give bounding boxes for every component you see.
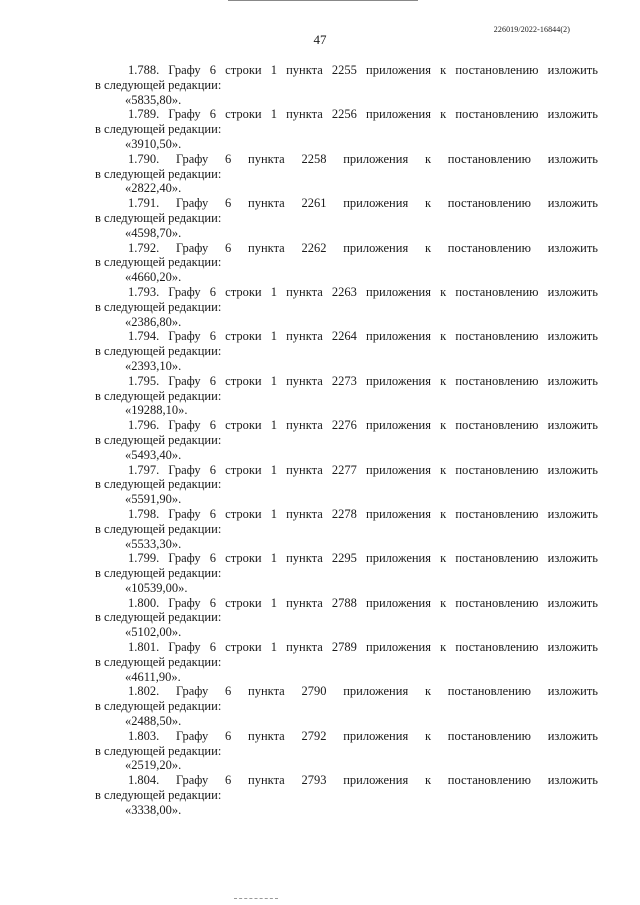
item-word: к: [424, 728, 432, 743]
item-word: к: [440, 462, 447, 477]
item-word: к: [440, 640, 447, 655]
item-word: 6: [225, 151, 232, 166]
item-number: 1.795.: [128, 373, 160, 388]
document-body: [95, 63, 598, 818]
item-word: 6: [209, 595, 217, 610]
item-word: приложения: [343, 240, 409, 255]
list-item: [95, 63, 598, 107]
item-continuation: в следующей редакции:: [95, 743, 222, 758]
item-word: строки: [225, 462, 262, 477]
item-word: постановлению: [447, 151, 531, 166]
item-word: 2789: [331, 640, 357, 655]
item-word: 1: [270, 329, 277, 344]
item-word: Графу: [176, 773, 209, 788]
item-word: Графу: [168, 506, 201, 521]
item-word: 2256: [331, 107, 357, 122]
item-word: 1: [270, 63, 277, 77]
item-word: Графу: [176, 151, 209, 166]
item-number: 1.794.: [128, 329, 160, 344]
item-word: строки: [225, 640, 262, 655]
item-word: к: [440, 284, 447, 299]
item-word: к: [424, 773, 432, 788]
item-value: «2822,40».: [125, 181, 182, 196]
item-word: постановлению: [455, 373, 539, 388]
item-word: 6: [209, 551, 217, 566]
item-word: приложения: [366, 418, 432, 433]
list-item: [95, 551, 598, 595]
item-first-line: [95, 551, 598, 566]
item-word: пункта: [286, 418, 323, 433]
item-word: пункта: [286, 63, 323, 77]
item-word: пункта: [248, 151, 285, 166]
item-value: «2386,80».: [125, 314, 182, 329]
item-word: Графу: [176, 684, 209, 699]
item-value: «2519,20».: [125, 758, 182, 773]
item-word: 6: [209, 284, 217, 299]
item-first-line: [95, 107, 598, 122]
item-word: пункта: [286, 329, 323, 344]
item-word: изложить: [547, 284, 598, 299]
item-word: к: [440, 506, 447, 521]
item-number: 1.796.: [128, 418, 160, 433]
top-rule: [228, 0, 418, 1]
list-item: [95, 241, 598, 285]
item-word: 1: [270, 107, 277, 122]
item-word: к: [424, 196, 432, 211]
item-number: 1.792.: [128, 240, 160, 255]
item-word: 6: [209, 462, 217, 477]
item-word: изложить: [547, 107, 598, 122]
item-word: Графу: [176, 196, 209, 211]
item-number: 1.789.: [128, 107, 160, 122]
item-word: постановлению: [455, 595, 539, 610]
item-word: изложить: [547, 640, 598, 655]
item-first-line: [95, 773, 598, 788]
item-continuation: в следующей редакции:: [95, 166, 222, 181]
item-word: к: [440, 329, 447, 344]
item-word: постановлению: [455, 63, 539, 77]
document-id: 226019/2022-16844(2): [493, 25, 570, 34]
item-word: 2793: [301, 773, 327, 788]
item-word: к: [424, 151, 432, 166]
item-word: Графу: [168, 107, 201, 122]
item-continuation: в следующей редакции:: [95, 788, 222, 803]
item-word: 2792: [301, 728, 327, 743]
item-first-line: [95, 729, 598, 744]
item-word: приложения: [366, 595, 432, 610]
item-first-line: [95, 329, 598, 344]
item-word: постановлению: [447, 240, 531, 255]
item-number: 1.797.: [128, 462, 160, 477]
item-word: 6: [209, 107, 217, 122]
list-item: [95, 640, 598, 684]
item-word: Графу: [168, 595, 201, 610]
item-word: приложения: [343, 196, 409, 211]
item-first-line: [95, 640, 598, 655]
item-word: 6: [225, 684, 232, 699]
item-word: пункта: [286, 373, 323, 388]
item-value: «5102,00».: [125, 625, 182, 640]
item-continuation: в следующей редакции:: [95, 255, 222, 270]
item-word: 1: [270, 595, 277, 610]
list-item: [95, 285, 598, 329]
item-word: 2261: [301, 196, 327, 211]
item-number: 1.793.: [128, 284, 160, 299]
item-word: пункта: [286, 107, 323, 122]
item-word: пункта: [248, 240, 285, 255]
item-value: «4660,20».: [125, 270, 182, 285]
item-word: изложить: [547, 240, 598, 255]
item-word: приложения: [366, 551, 432, 566]
footer-mark: [234, 898, 278, 900]
item-word: 2790: [301, 684, 327, 699]
list-item: [95, 684, 598, 728]
item-word: 1: [270, 506, 277, 521]
list-item: [95, 329, 598, 373]
item-word: изложить: [547, 329, 598, 344]
list-item: [95, 107, 598, 151]
item-first-line: [95, 285, 598, 300]
item-word: пункта: [286, 551, 323, 566]
item-number: 1.801.: [128, 640, 160, 655]
item-number: 1.800.: [128, 595, 160, 610]
item-word: приложения: [366, 462, 432, 477]
item-word: пункта: [248, 773, 285, 788]
item-first-line: [95, 196, 598, 211]
item-word: 2788: [331, 595, 357, 610]
item-word: Графу: [176, 728, 209, 743]
item-word: к: [440, 551, 447, 566]
item-first-line: [95, 596, 598, 611]
item-word: к: [424, 684, 432, 699]
item-word: 2262: [301, 240, 327, 255]
item-continuation: в следующей редакции:: [95, 344, 222, 359]
item-word: 6: [225, 773, 232, 788]
item-word: постановлению: [455, 551, 539, 566]
item-value: «10539,00».: [125, 580, 188, 595]
item-word: к: [440, 595, 447, 610]
item-word: постановлению: [447, 773, 531, 788]
item-word: 2278: [331, 506, 357, 521]
item-word: изложить: [547, 684, 598, 699]
item-number: 1.799.: [128, 551, 160, 566]
item-word: Графу: [176, 240, 209, 255]
item-word: к: [440, 373, 447, 388]
item-continuation: в следующей редакции:: [95, 388, 222, 403]
item-value: «4598,70».: [125, 225, 182, 240]
item-word: 6: [225, 728, 232, 743]
item-word: строки: [225, 506, 262, 521]
item-word: 6: [209, 63, 217, 77]
item-value: «5835,80».: [125, 92, 182, 107]
item-word: изложить: [547, 506, 598, 521]
item-continuation: в следующей редакции:: [95, 566, 222, 581]
item-word: строки: [225, 551, 262, 566]
item-continuation: в следующей редакции:: [95, 299, 222, 314]
item-continuation: в следующей редакции:: [95, 210, 222, 225]
item-word: приложения: [366, 329, 432, 344]
item-word: к: [424, 240, 432, 255]
item-first-line: [95, 463, 598, 478]
item-continuation: в следующей редакции:: [95, 654, 222, 669]
item-word: строки: [225, 63, 262, 77]
item-value: «3910,50».: [125, 136, 182, 151]
item-value: «3338,00».: [125, 802, 182, 817]
list-item: [95, 729, 598, 773]
item-word: Графу: [168, 640, 201, 655]
item-word: 2273: [331, 373, 357, 388]
item-word: 2295: [331, 551, 357, 566]
item-word: Графу: [168, 63, 201, 77]
item-word: пункта: [248, 728, 285, 743]
item-word: 6: [225, 196, 232, 211]
item-word: Графу: [168, 284, 201, 299]
item-word: Графу: [168, 462, 201, 477]
item-continuation: в следующей редакции:: [95, 122, 222, 137]
item-word: пункта: [286, 595, 323, 610]
item-word: приложения: [343, 151, 409, 166]
item-word: пункта: [248, 684, 285, 699]
list-item: [95, 196, 598, 240]
item-word: постановлению: [447, 684, 531, 699]
item-continuation: в следующей редакции:: [95, 432, 222, 447]
item-word: 1: [270, 418, 277, 433]
item-word: 6: [225, 240, 232, 255]
item-word: 2277: [331, 462, 357, 477]
item-word: строки: [225, 329, 262, 344]
item-word: к: [440, 107, 447, 122]
item-word: постановлению: [455, 418, 539, 433]
item-first-line: [95, 374, 598, 389]
item-word: пункта: [286, 462, 323, 477]
list-item: [95, 374, 598, 418]
item-number: 1.802.: [128, 684, 160, 699]
item-word: изложить: [547, 418, 598, 433]
item-word: 1: [270, 373, 277, 388]
item-number: 1.803.: [128, 728, 160, 743]
item-continuation: в следующей редакции:: [95, 699, 222, 714]
item-word: 6: [209, 329, 217, 344]
list-item: [95, 773, 598, 817]
item-number: 1.798.: [128, 506, 160, 521]
item-word: к: [440, 418, 447, 433]
item-word: изложить: [547, 373, 598, 388]
item-word: 6: [209, 506, 217, 521]
item-word: строки: [225, 284, 262, 299]
item-value: «5591,90».: [125, 492, 182, 507]
item-number: 1.790.: [128, 151, 160, 166]
item-word: 1: [270, 284, 277, 299]
item-word: изложить: [547, 728, 598, 743]
item-word: пункта: [286, 640, 323, 655]
item-word: пункта: [286, 506, 323, 521]
item-word: приложения: [366, 640, 432, 655]
item-first-line: [95, 241, 598, 256]
item-value: «4611,90».: [125, 669, 181, 684]
list-item: [95, 463, 598, 507]
item-word: 2263: [331, 284, 357, 299]
item-word: пункта: [286, 284, 323, 299]
item-word: постановлению: [455, 284, 539, 299]
item-word: приложения: [366, 506, 432, 521]
page-number: 47: [313, 32, 327, 47]
list-item: [95, 596, 598, 640]
item-word: 2258: [301, 151, 327, 166]
item-word: изложить: [547, 63, 598, 77]
item-word: строки: [225, 418, 262, 433]
item-word: Графу: [168, 329, 201, 344]
item-word: постановлению: [455, 640, 539, 655]
item-number: 1.791.: [128, 196, 160, 211]
item-word: Графу: [168, 373, 201, 388]
item-word: постановлению: [455, 329, 539, 344]
item-value: «2393,10».: [125, 358, 182, 373]
item-word: приложения: [343, 773, 409, 788]
item-word: изложить: [547, 462, 598, 477]
item-word: 1: [270, 551, 277, 566]
item-value: «5493,40».: [125, 447, 182, 462]
item-continuation: в следующей редакции:: [95, 521, 222, 536]
item-word: 6: [209, 373, 217, 388]
item-word: строки: [225, 373, 262, 388]
list-item: [95, 507, 598, 551]
item-first-line: [95, 63, 598, 78]
item-value: «2488,50».: [125, 714, 182, 729]
item-word: строки: [225, 107, 262, 122]
item-word: к: [440, 63, 447, 77]
item-word: 2255: [331, 63, 357, 77]
item-first-line: [95, 684, 598, 699]
item-word: постановлению: [447, 196, 531, 211]
item-word: приложения: [366, 63, 432, 77]
item-word: приложения: [366, 107, 432, 122]
item-value: «19288,10».: [125, 403, 188, 418]
list-item: [95, 152, 598, 196]
item-word: изложить: [547, 551, 598, 566]
item-word: приложения: [366, 373, 432, 388]
item-word: 1: [270, 640, 277, 655]
item-first-line: [95, 418, 598, 433]
item-word: изложить: [547, 196, 598, 211]
item-continuation: в следующей редакции:: [95, 77, 222, 92]
item-continuation: в следующей редакции:: [95, 610, 222, 625]
item-word: 6: [209, 418, 217, 433]
list-item: [95, 418, 598, 462]
item-word: 2276: [331, 418, 357, 433]
item-word: приложения: [366, 284, 432, 299]
item-word: приложения: [343, 684, 409, 699]
item-number: 1.788.: [128, 63, 160, 77]
item-word: постановлению: [455, 462, 539, 477]
item-word: постановлению: [455, 506, 539, 521]
item-word: постановлению: [447, 728, 531, 743]
item-first-line: [95, 152, 598, 167]
item-word: Графу: [168, 418, 201, 433]
item-word: изложить: [547, 151, 598, 166]
item-number: 1.804.: [128, 773, 160, 788]
item-word: 1: [270, 462, 277, 477]
item-word: строки: [225, 595, 262, 610]
item-word: приложения: [343, 728, 409, 743]
item-value: «5533,30».: [125, 536, 182, 551]
item-continuation: в следующей редакции:: [95, 477, 222, 492]
item-word: 2264: [331, 329, 357, 344]
item-word: пункта: [248, 196, 285, 211]
item-word: 6: [209, 640, 217, 655]
item-word: изложить: [547, 595, 598, 610]
item-word: постановлению: [455, 107, 539, 122]
item-first-line: [95, 507, 598, 522]
item-word: изложить: [547, 773, 598, 788]
item-word: Графу: [168, 551, 201, 566]
